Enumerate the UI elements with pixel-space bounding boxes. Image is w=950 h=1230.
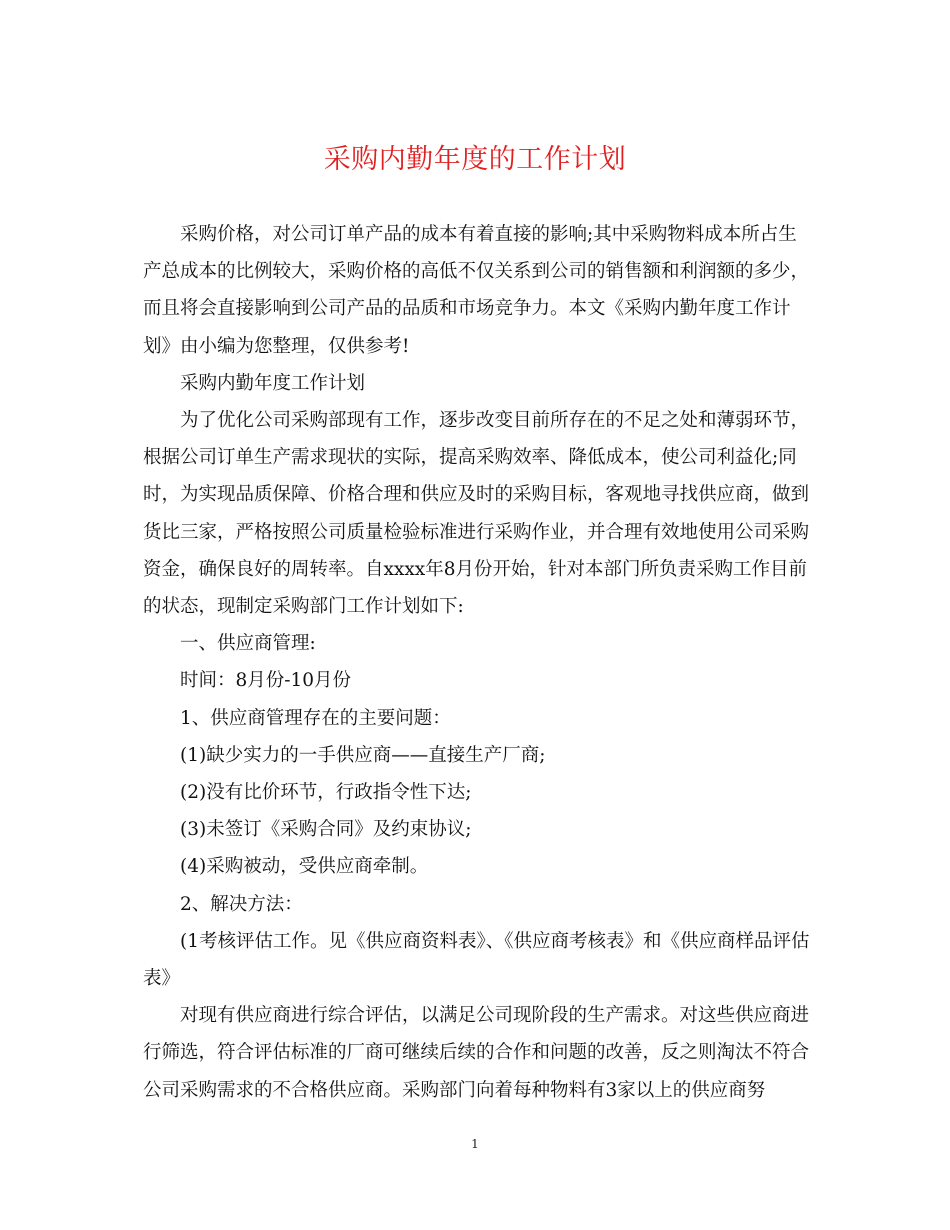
problem-item-4: (4)采购被动，受供应商牵制。 — [180, 856, 429, 878]
section-heading-supplier-management: 一、供应商管理: — [180, 633, 316, 655]
purpose-paragraph: 为了优化公司采购部现有工作，逐步改变目前所存在的不足之处和薄弱环节，根据公司订单生产需求现状的实际，提高采购效率、降低成本，使公司利益化;同时，为实现品质保障、价格合理和供应及时的采购目标，客观地寻找供应商，做到货比三家，严格按照公司质量检验标准进行采购作业，并合理有效地使用公司采购资金，确保良好的周转率。自xxxx年8月份开始，针对本部门所负责采购工作目前的状态，现制定采购部门工作计划如下: — [143, 410, 810, 618]
plan-heading: 采购内勤年度工作计划 — [180, 372, 366, 394]
document-body — [143, 216, 811, 1109]
problem-item-1: (1)缺少实力的一手供应商——直接生产厂商; — [180, 744, 546, 766]
page-number: 1 — [471, 1137, 479, 1151]
time-line: 时间：8月份-10月份 — [180, 670, 352, 692]
document-title: 采购内勤年度的工作计划 — [323, 144, 627, 175]
problem-item-2: (2)没有比价环节，行政指令性下达; — [180, 782, 472, 804]
problems-heading: 1、供应商管理存在的主要问题： — [180, 707, 451, 729]
problem-item-3: (3)未签订《采购合同》及约束协议; — [180, 819, 472, 841]
solutions-heading: 2、解决方法： — [180, 893, 303, 915]
intro-paragraph: 采购价格，对公司订单产品的成本有着直接的影响;其中采购物料成本所占生产总成本的比例较大，采购价格的高低不仅关系到公司的销售额和利润额的多少，而且将会直接影响到公司产品的品质和市场竞争力。本文《采购内勤年度工作计划》由小编为您整理，仅供参考! — [143, 224, 810, 357]
solution-item-1: (1考核评估工作。见《供应商资料表》、《供应商考核表》和《供应商样品评估表》 — [143, 930, 810, 990]
evaluation-paragraph: 对现有供应商进行综合评估，以满足公司现阶段的生产需求。对这些供应商进行筛选，符合评估标准的厂商可继续后续的合作和问题的改善，反之则淘汰不符合公司采购需求的不合格供应商。采购部门向着每种物料有3家以上的供应商努 — [143, 1005, 810, 1101]
